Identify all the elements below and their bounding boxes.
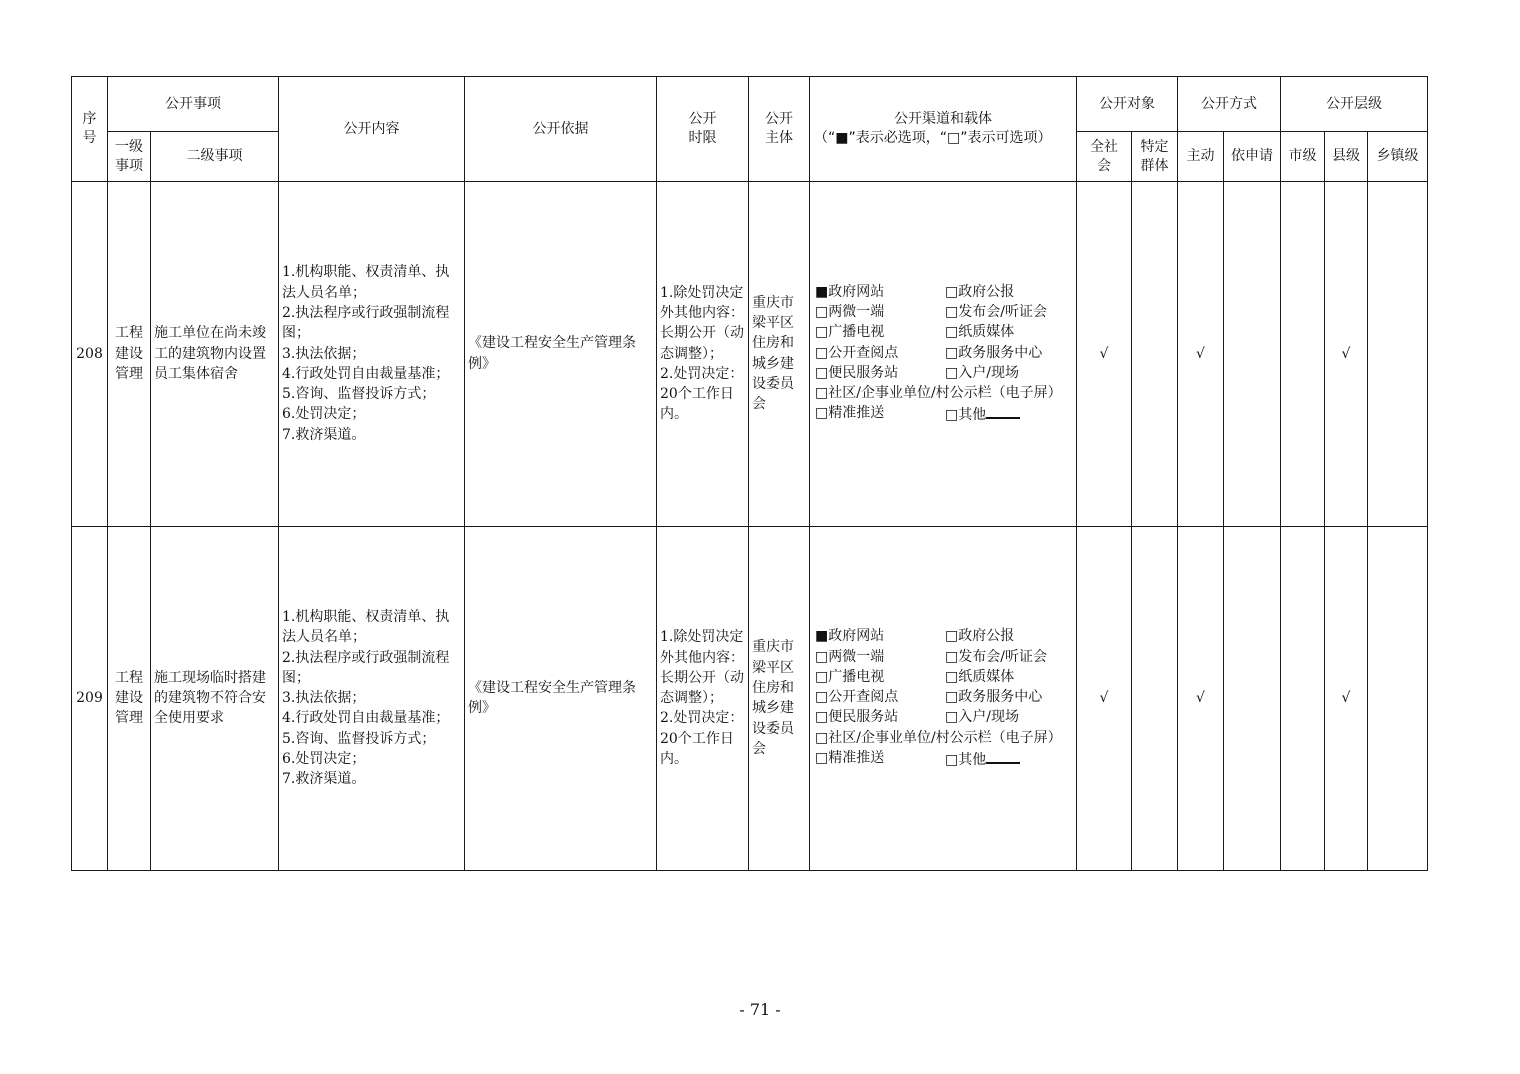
row-subject: 重庆市梁平区住房和城乡建设委员会: [749, 182, 810, 527]
row-level1: 工程建设管理: [108, 526, 151, 871]
row-level2: 施工单位在尚未竣工的建筑物内设置员工集体宿舍: [151, 182, 279, 527]
row-level2: 施工现场临时搭建的建筑物不符合安全使用要求: [151, 526, 279, 871]
channel-option: □政务服务中心: [945, 344, 1043, 361]
header-seq: 序号: [72, 77, 108, 182]
row-lvl-city: [1281, 182, 1325, 527]
channel-option: □便民服务站: [815, 709, 899, 726]
channel-option: □政务服务中心: [945, 689, 1043, 706]
row-seq: 208: [72, 182, 108, 527]
header-method: 公开方式: [1178, 77, 1281, 132]
row-channels: [810, 526, 1077, 871]
row-seq: 209: [72, 526, 108, 871]
row-aud-specific: [1132, 526, 1178, 871]
channel-option: □公开查阅点: [815, 689, 899, 706]
row-method-request: [1224, 526, 1281, 871]
row-method-request: [1224, 182, 1281, 527]
channel-option: □社区/企事业单位/村公示栏（电子屏）: [815, 385, 1062, 402]
channel-option: □两微一端: [815, 304, 885, 320]
channel-option: □入户/现场: [945, 709, 1019, 726]
channel-option: □入户/现场: [945, 364, 1019, 381]
channel-option-other: □其他: [945, 403, 1074, 425]
header-subject: 公开主体: [749, 77, 810, 182]
header-time-limit: 公开时限: [657, 77, 749, 182]
channel-option: □公开查阅点: [815, 344, 899, 361]
row-basis: 《建设工程安全生产管理条例》: [465, 182, 657, 527]
page-number: - 71 -: [739, 1000, 781, 1019]
row-lvl-city: [1281, 526, 1325, 871]
channel-option: □纸质媒体: [945, 324, 1015, 341]
channel-option: □便民服务站: [815, 364, 899, 381]
channel-option: ■政府网站: [815, 628, 885, 645]
header-basis: 公开依据: [465, 77, 657, 182]
header-method-active: 主动: [1178, 132, 1224, 182]
channel-option: □两微一端: [815, 648, 885, 665]
header-lvl-town: 乡镇级: [1368, 132, 1428, 182]
blank-line: [986, 403, 1020, 419]
row-aud-specific: [1132, 182, 1178, 527]
header-level1: 一级事项: [108, 132, 151, 182]
header-content: 公开内容: [279, 77, 465, 182]
disclosure-table: [71, 76, 1428, 871]
channel-option: □精准推送: [815, 405, 885, 422]
row-lvl-town: [1368, 182, 1428, 527]
row-method-active: √: [1178, 526, 1224, 871]
header-aud-specific: 特定群体: [1132, 132, 1178, 182]
channel-option: □政府公报: [945, 628, 1015, 645]
header-item: 公开事项: [108, 77, 279, 132]
blank-line: [986, 748, 1020, 764]
row-method-active: √: [1178, 182, 1224, 527]
channel-option: ■政府网站: [815, 283, 885, 300]
row-lvl-county: √: [1325, 526, 1368, 871]
row-basis: 《建设工程安全生产管理条例》: [465, 526, 657, 871]
header-method-request: 依申请: [1224, 132, 1281, 182]
row-lvl-county: √: [1325, 182, 1368, 527]
channel-option: □社区/企事业单位/村公示栏（电子屏）: [815, 729, 1062, 746]
channel-option: □发布会/听证会: [945, 304, 1047, 320]
header-channel-title: 公开渠道和载体: [894, 111, 992, 127]
header-level: 公开层级: [1281, 77, 1428, 132]
channel-option: □广播电视: [815, 324, 885, 341]
row-lvl-town: [1368, 526, 1428, 871]
row-channels: [810, 182, 1077, 527]
row-aud-all: √: [1077, 526, 1132, 871]
channel-option-other: □其他: [945, 748, 1074, 770]
row-time-limit: 1.除处罚决定外其他内容：长期公开（动态调整）； 2.处罚决定：20个工作日内。: [657, 182, 749, 527]
header-lvl-city: 市级: [1281, 132, 1325, 182]
row-subject: 重庆市梁平区住房和城乡建设委员会: [749, 526, 810, 871]
channel-option: □纸质媒体: [945, 668, 1015, 685]
header-level2: 二级事项: [151, 132, 279, 182]
channel-option: □政府公报: [945, 283, 1015, 300]
row-level1: 工程建设管理: [108, 182, 151, 527]
header-audience: 公开对象: [1077, 77, 1178, 132]
table-row: [72, 182, 1428, 527]
channel-option: □广播电视: [815, 668, 885, 685]
row-aud-all: √: [1077, 182, 1132, 527]
table-row: [72, 526, 1428, 871]
row-time-limit: 1.除处罚决定外其他内容：长期公开（动态调整）； 2.处罚决定：20个工作日内。: [657, 526, 749, 871]
channel-option: □精准推送: [815, 749, 885, 766]
header-channel: [810, 77, 1077, 182]
header-lvl-county: 县级: [1325, 132, 1368, 182]
row-content: 1.机构职能、权责清单、执法人员名单； 2.执法程序或行政强制流程图； 3.执法依据； 4.行政处罚自由裁量基准； 5.咨询、监督投诉方式； 6.处罚决定； 7.救济渠道。: [279, 526, 465, 871]
header-aud-all: 全社会: [1077, 132, 1132, 182]
row-content: 1.机构职能、权责清单、执法人员名单； 2.执法程序或行政强制流程图； 3.执法依据； 4.行政处罚自由裁量基准； 5.咨询、监督投诉方式； 6.处罚决定； 7.救济渠道。: [279, 182, 465, 527]
channel-option: □发布会/听证会: [945, 648, 1047, 665]
header-channel-note: （“■”表示必选项，“□”表示可选项）: [814, 130, 1052, 146]
